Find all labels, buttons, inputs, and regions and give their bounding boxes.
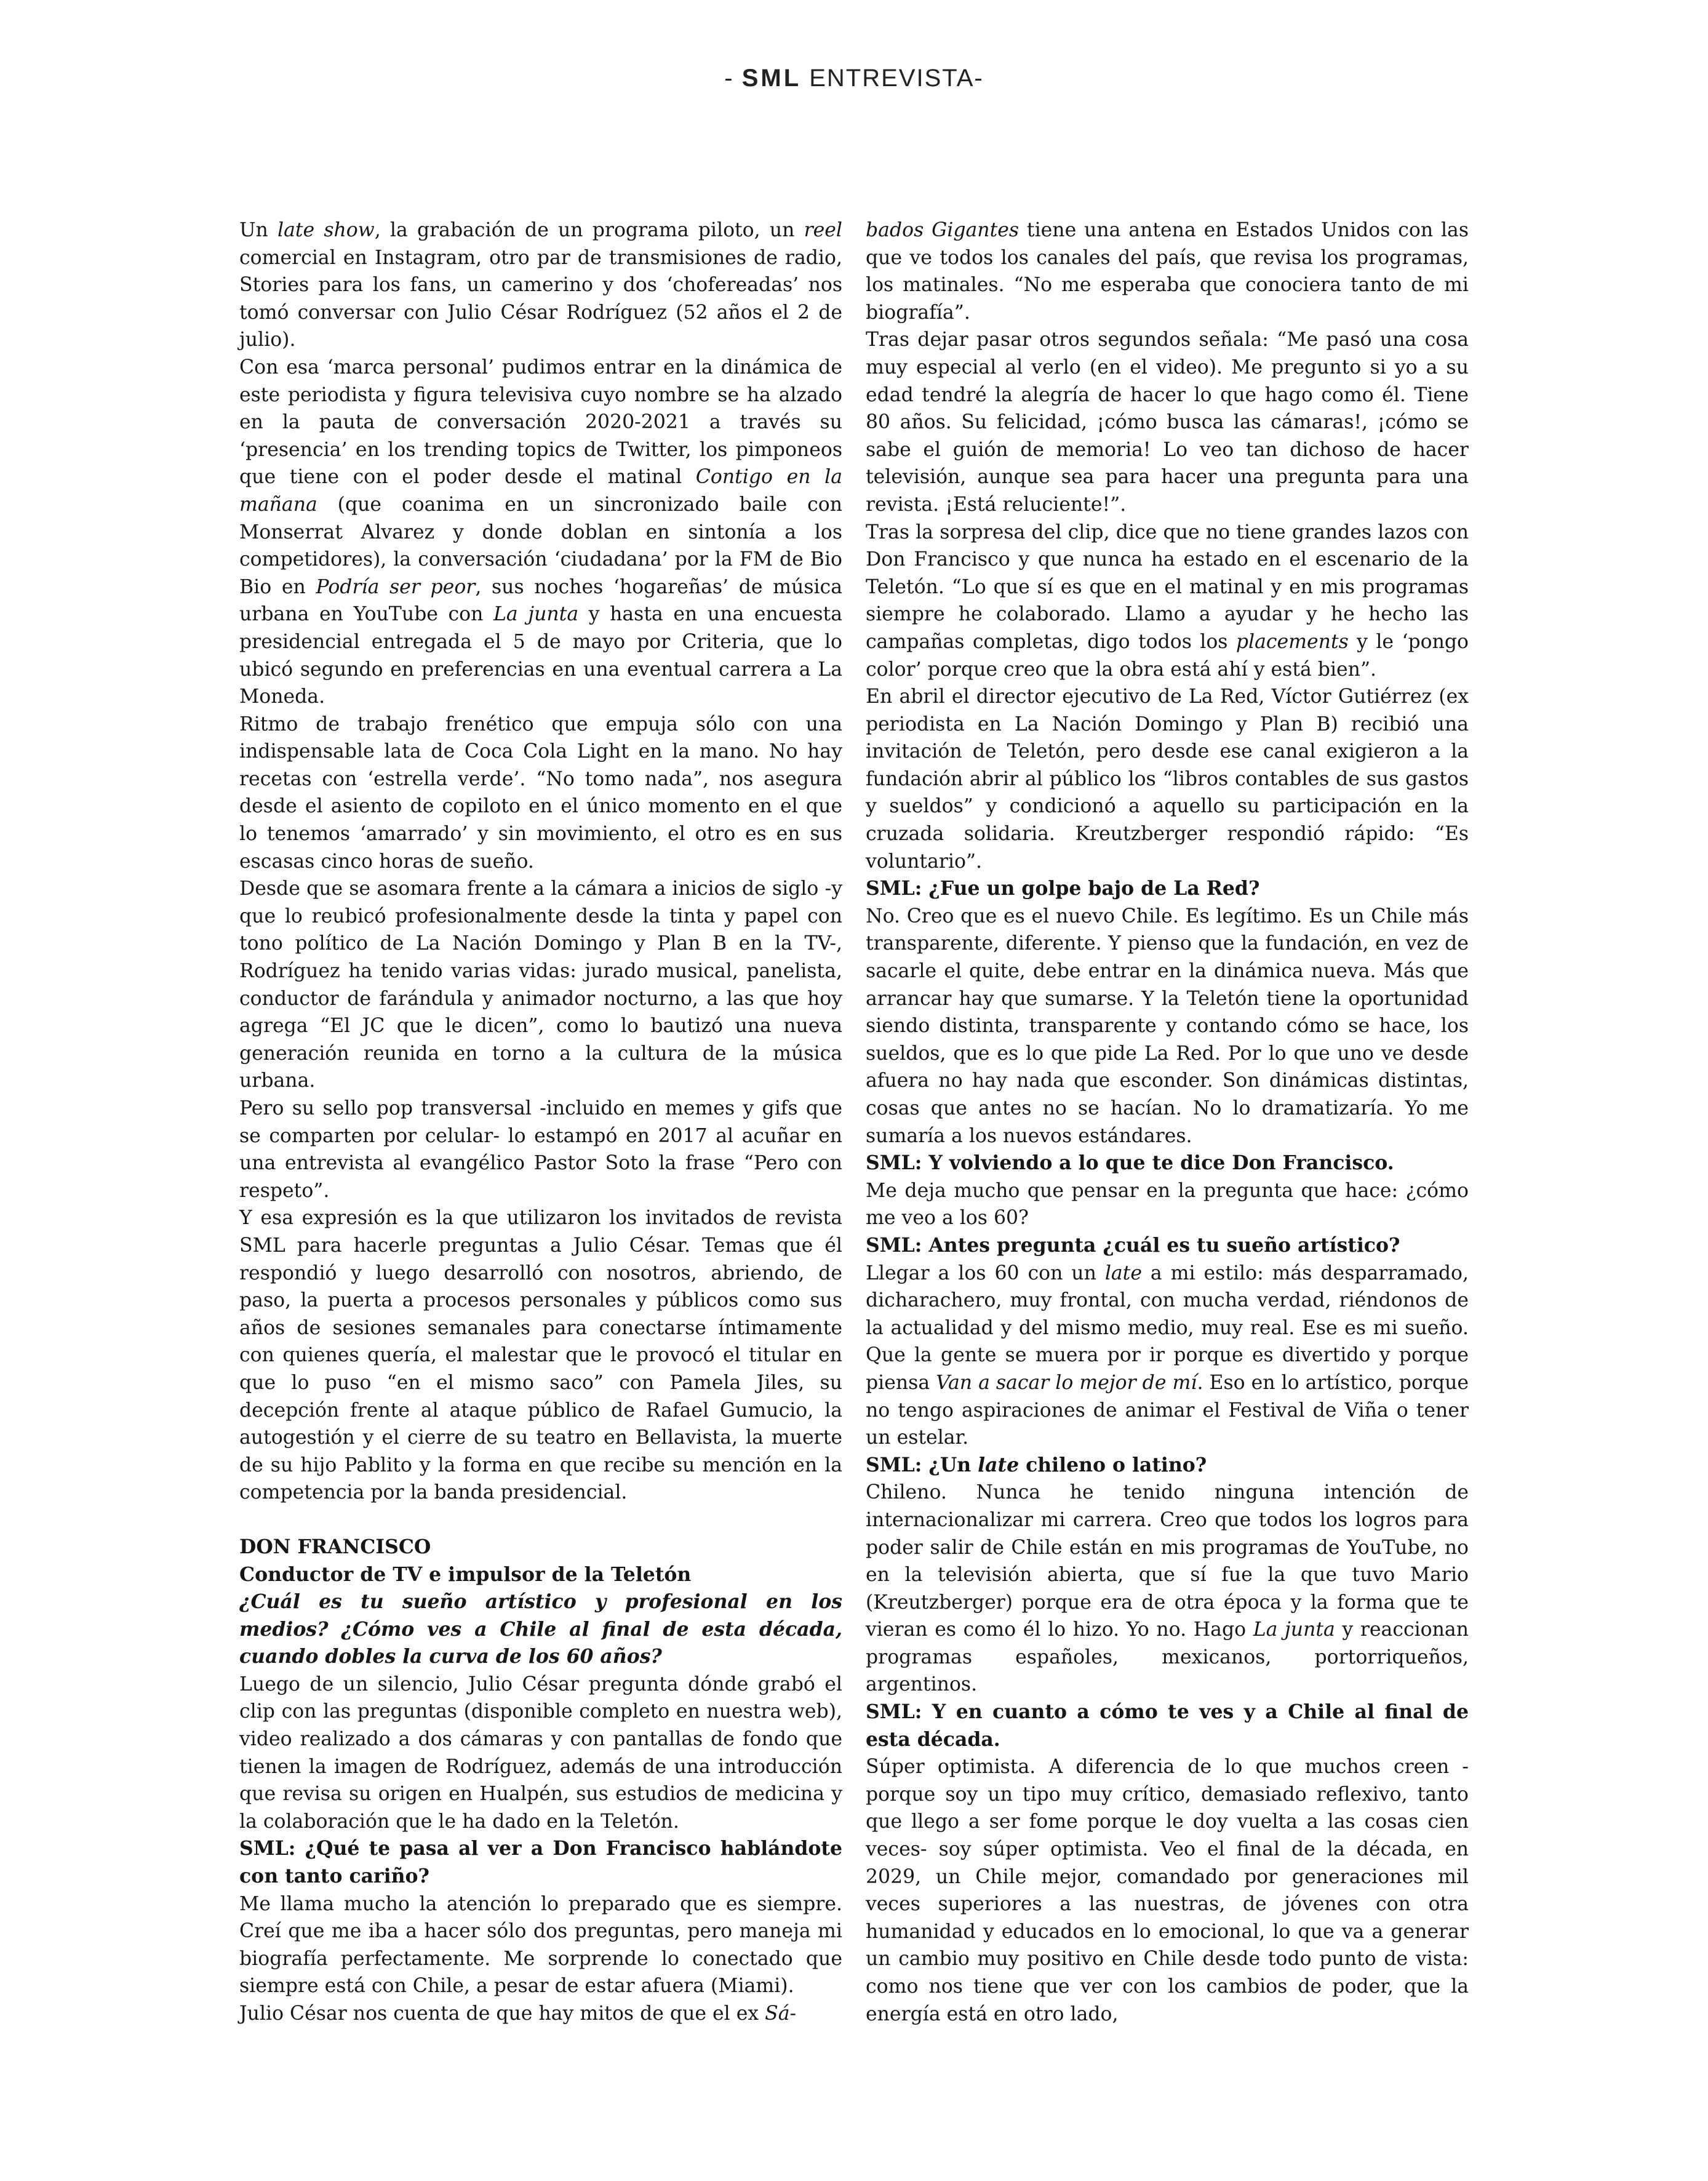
interview-answer: Llegar a los 60 con un late a mi estilo: más desparramado, dicharachero, muy frontal, con mucha verdad, riéndonos de la actualidad y del mismo medio, muy real. Ese es mi sueño. Que la gente se muera por ir porque es divertido y porque piensa Van a sacar lo mejor de mí. Eso en lo artístico, porque no tengo aspiraciones de animar el Festival de Viña o tener un estelar.: [866, 1262, 1469, 1449]
body-paragraph: En abril el director ejecutivo de La Red, Víctor Gutiérrez (ex periodista en La Nación Domingo y Plan B) recibió una invitación de Teletón, pero desde ese canal exigieron a la fundación abrir al público los “libros contables de sus gastos y sueldos” y condicionó a aquello su participación en la cruzada solidaria. Kreutzberger respondió rápido: “Es voluntario”.: [866, 686, 1469, 873]
header-prefix: -: [724, 65, 742, 92]
interview-question: SML: Antes pregunta ¿cuál es tu sueño artístico?: [866, 1233, 1400, 1257]
interview-question: SML: ¿Fue un golpe bajo de La Red?: [866, 877, 1260, 900]
interview-question: SML: ¿Un late chileno o latino?: [866, 1453, 1207, 1476]
body-paragraph: Luego de un silencio, Julio César pregunta dónde grabó el clip con las preguntas (disponible completo en nuestra web), video realizado a dos cámaras y con pantallas de fondo que tienen la imagen de Rodríguez, además de una introducción que revisa su origen en Hualpén, sus estudios de medicina y la colaboración que le ha dado en la Teletón.: [239, 1673, 842, 1833]
page-header: [0, 65, 1708, 92]
interview-answer: Súper optimista. A diferencia de lo que muchos creen -porque soy un tipo muy crítico, demasiado reflexivo, tanto que llego a ser fome porque le doy vuelta a las cosas cien veces- soy súper optimista. Veo el final de la década, en 2029, un Chile mejor, comandado por generaciones mil veces superiores a las nuestras, de jóvenes con otra humanidad y educados en lo emocional, lo que va a generar un cambio muy positivo en Chile desde todo punto de vista: como nos tiene que ver con los cambios de poder, que la energía está en otro lado,: [866, 1756, 1469, 2025]
body-paragraph: Y esa expresión es la que utilizaron los invitados de revista SML para hacerle preguntas a Julio César. Temas que él respondió y luego desarrolló con nosotros, abriendo, de paso, la puerta a procesos personales y públicos como sus años de sesiones semanales para conectarse íntimamente con quienes quería, el malestar que le provocó el titular en que lo puso “en el mismo saco” con Pamela Jiles, su decepción frente al ataque público de Rafael Gumucio, la autogestión y el cierre de su teatro en Bellavista, la muerte de su hijo Pablito y la forma en que recibe su mención en la competencia por la banda presidencial.: [239, 1207, 842, 1504]
magazine-brand: SML: [741, 65, 802, 92]
guest-name-heading: DON FRANCISCO: [239, 1535, 431, 1558]
body-paragraph: Julio César nos cuenta de que hay mitos de que el ex Sá-: [239, 2003, 797, 2025]
interview-answer: No. Creo que es el nuevo Chile. Es legítimo. Es un Chile más transparente, diferente. Y pienso que la fundación, en vez de sacarle el quite, debe entrar en la dinámica nueva. Más que arrancar hay que sumarse. Y la Teletón tiene la oportunidad siendo distinta, transparente y contando cómo se hace, los sueldos, que es lo que pide La Red. Por lo que uno ve desde afuera no hay nada que esconder. Son dinámicas distintas, cosas que antes no se hacían. No lo dramatizaría. Yo me sumaría a los nuevos estándares.: [866, 905, 1469, 1147]
interview-question: SML: Y volviendo a lo que te dice Don Francisco.: [866, 1151, 1394, 1175]
guest-role-subheading: Conductor de TV e impulsor de la Teletón: [239, 1563, 692, 1586]
body-paragraph: Con esa ‘marca personal’ pudimos entrar en la dinámica de este periodista y figura televisiva cuyo nombre se ha alzado en la pauta de conversación 2020-2021 a través su ‘presencia’ en los trending topics de Twitter, los pimponeos que tiene con el poder desde el matinal Contigo en la mañana (que coanima en un sincronizado baile con Monserrat Alvarez y donde doblan en sintonía a los competidores), la conversación ‘ciudadana’ por la FM de Bio Bio en Podría ser peor, sus noches ‘hogareñas’ de música urbana en YouTube con La junta y hasta en una encuesta presidencial entregada el 5 de mayo por Criteria, que lo ubicó segundo en preferencias en una eventual carrera a La Moneda.: [239, 356, 842, 708]
interview-question: SML: ¿Qué te pasa al ver a Don Francisco hablándote con tanto cariño?: [239, 1837, 842, 1888]
section-label: ENTREVISTA-: [801, 65, 984, 92]
body-paragraph: Pero su sello pop transversal -incluido en memes y gifs que se comparten por celular- lo estampó en 2017 al acuñar en una entrevista al evangélico Pastor Soto la frase “Pero con respeto”.: [239, 1097, 842, 1202]
interview-answer: Chileno. Nunca he tenido ninguna intención de internacionalizar mi carrera. Creo que todos los logros para poder salir de Chile están en mis programas de YouTube, no en la televisión abierta, que sí fue la que tuvo Mario (Kreutzberger) porque era de otra época y la forma que te vieran es como él lo hizo. Yo no. Hago La junta y reaccionan programas españoles, mexicanos, portorriqueños, argentinos.: [866, 1481, 1469, 1696]
interview-answer: Me llama mucho la atención lo preparado que es siempre. Creí que me iba a hacer sólo dos preguntas, pero maneja mi biografía perfectamente. Me sorprende lo conectado que siempre está con Chile, a pesar de estar afuera (Miami).: [239, 1892, 842, 1998]
body-paragraph: Desde que se asomara frente a la cámara a inicios de siglo -y que lo reubicó profesionalmente desde la tinta y papel con tono político de La Nación Domingo y Plan B en la TV-, Rodríguez ha tenido varias vidas: jurado musical, panelista, conductor de farándula y animador nocturno, a las que hoy agrega “El JC que le dicen”, como lo bautizó una nueva generación reunida en torno a la cultura de la música urbana.: [239, 878, 842, 1092]
interview-answer: Me deja mucho que pensar en la pregunta que hace: ¿cómo me veo a los 60?: [866, 1179, 1469, 1230]
body-paragraph: Ritmo de trabajo frenético que empuja sólo con una indispensable lata de Coca Cola Light en la mano. No hay recetas con ‘estrella verde’. “No tomo nada”, nos asegura desde el asiento de copiloto en el único momento en el que lo tenemos ‘amarrado’ y sin movimiento, el otro es en sus escasas cinco horas de sueño.: [239, 713, 842, 873]
right-column: [866, 217, 1469, 2028]
left-column: [239, 217, 842, 2028]
intro-paragraph: Un late show, la grabación de un programa piloto, un reel comercial en Instagram, otro par de transmisiones de radio, Stories para los fans, un camerino y dos ‘chofereadas’ nos tomó conversar con Julio César Rodríguez (52 años el 2 de julio).: [239, 219, 842, 351]
body-paragraph: Tras la sorpresa del clip, dice que no tiene grandes lazos con Don Francisco y que nunca ha estado en el escenario de la Teletón. “Lo que sí es que en el matinal y en mis programas siempre he colaborado. Llamo a ayudar y he hecho las campañas completas, digo todos los placements y le ‘pongo color’ porque creo que la obra está ahí y está bien”.: [866, 521, 1469, 681]
body-paragraph: bados Gigantes tiene una antena en Estados Unidos con las que ve todos los canales del país, que revisa los programas, los matinales. “No me esperaba que conociera tanto de mi biografía”.: [866, 219, 1469, 324]
body-paragraph: Tras dejar pasar otros segundos señala: “Me pasó una cosa muy especial al verlo (en el video). Me pregunto si yo a su edad tendré la alegría de hacer lo que hago como él. Tiene 80 años. Su felicidad, ¡cómo busca las cámaras!, ¡cómo se sabe el guión de memoria! Lo veo tan dichoso de hacer televisión, aunque sea para hacer una pregunta para una revista. ¡Está reluciente!”.: [866, 329, 1469, 516]
guest-question: ¿Cuál es tu sueño artístico y profesional en los medios? ¿Cómo ves a Chile al final de esta década, cuando dobles la curva de los 60 años?: [239, 1590, 842, 1668]
interview-question: SML: Y en cuanto a cómo te ves y a Chile al final de esta década.: [866, 1700, 1469, 1751]
